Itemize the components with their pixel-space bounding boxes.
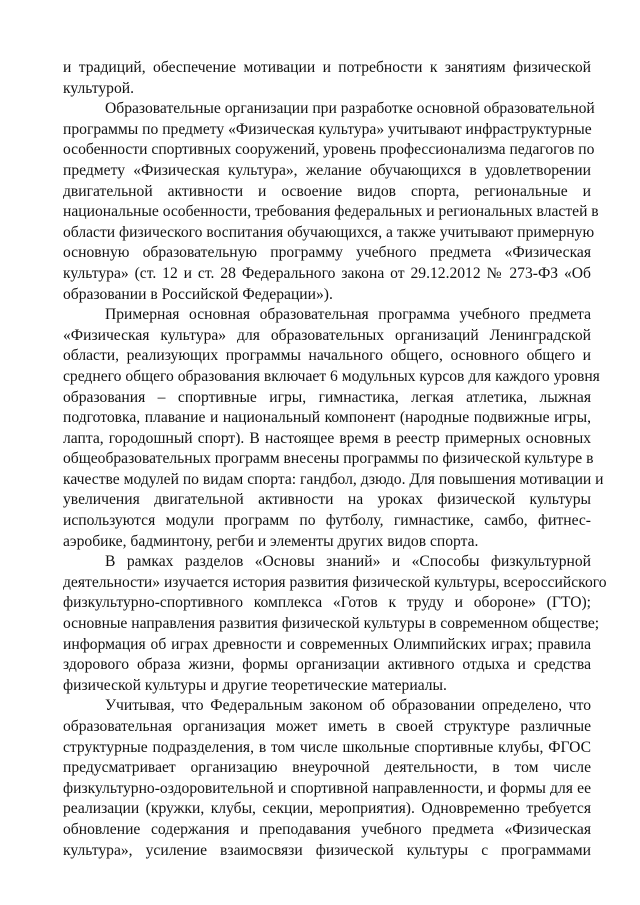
text-line: Образовательные организации при разработке основной образовательной (105, 100, 595, 118)
text-line: физкультурно-спортивного комплекса «Готов к труду и обороне» (ГТО); (63, 594, 591, 612)
text-line: национальные особенности, требования федеральных и региональных властей в (63, 203, 599, 221)
text-line: основные направления развития физической культуры в современном обществе; (63, 615, 600, 633)
text-line: Учитывая, что Федеральным законом об образовании определено, что (105, 697, 591, 715)
text-line: культура», усиление взаимосвязи физической культуры с программами (63, 841, 591, 859)
text-line: культура» (ст. 12 и ст. 28 Федерального закона от 29.12.2012 № 273-ФЗ «Об (63, 264, 591, 282)
text-line: подготовка, плавание и национальный компонент (народные подвижные игры, (63, 409, 591, 427)
text-line: увеличения двигательной активности на уроках физической культуры (63, 491, 591, 509)
text-line: обновление содержания и преподавания учебного предмета «Физическая (63, 820, 591, 838)
paragraph-3 (63, 305, 604, 552)
text-line: реализации (кружки, клубы, секции, мероприятия). Одновременно требуется (63, 800, 591, 818)
text-line: двигательной активности и освоение видов спорта, региональные и (63, 182, 591, 200)
text-line: области физического воспитания обучающихся, а также учитывают примерную (63, 223, 595, 241)
text-line: используются модули программ по футболу, гимнастике, самбо, фитнес- (63, 512, 591, 530)
text-line: лапта, городошный спорт). В настоящее время в реестр примерных основных (63, 429, 591, 447)
document-page (63, 58, 607, 861)
text-line: и традиций, обеспечение мотивации и потребности к занятиям физической (63, 59, 591, 76)
text-line: физической культуры и другие теоретические материалы. (63, 676, 447, 694)
text-line: образования – спортивные игры, гимнастика, легкая атлетика, лыжная (63, 388, 591, 406)
text-line: предмету «Физическая культура», желание обучающихся в удовлетворении (63, 161, 591, 179)
paragraph-4 (63, 552, 607, 696)
text-line: образовании в Российской Федерации»). (63, 285, 333, 303)
text-line: здорового образа жизни, формы организации активного отдыха и средства (63, 656, 591, 674)
paragraph-2 (63, 99, 599, 305)
text-line: информация об играх древности и современных Олимпийских играх; правила (63, 635, 591, 653)
text-line: предусматривает организацию внеурочной деятельности, в том числе (63, 759, 591, 777)
text-line: качестве модулей по видам спорта: гандбол, дзюдо. Для повышения мотивации и (63, 470, 604, 488)
text-line: Примерная основная образовательная программа учебного предмета (105, 306, 591, 324)
paragraph-1 (63, 58, 591, 99)
text-line: В рамках разделов «Основы знаний» и «Способы физкультурной (105, 553, 591, 571)
text-line: особенности спортивных сооружений, уровень профессионализма педагогов по (63, 141, 595, 159)
text-line: деятельности» изучается история развития физической культуры, всероссийского (63, 573, 607, 591)
text-line: аэробике, бадминтону, регби и элементы других видов спорта. (63, 532, 479, 550)
text-line: программы по предмету «Физическая культура» учитывают инфраструктурные (63, 120, 592, 138)
text-line: области, реализующих программы начального общего, основного общего и (63, 347, 591, 365)
text-line: структурные подразделения, в том числе школьные спортивные клубы, ФГОС (63, 738, 591, 756)
text-line: «Физическая культура» для образовательных организаций Ленинградской (63, 326, 591, 344)
text-line: физкультурно-оздоровительной и спортивной направленности, и формы для ее (63, 779, 591, 797)
paragraph-5 (63, 696, 591, 861)
text-line: общеобразовательных программ внесены программы по физической культуре в (63, 450, 594, 468)
text-line: основную образовательную программу учебного предмета «Физическая (63, 244, 591, 262)
text-line: культурой. (63, 79, 135, 97)
text-line: среднего общего образования включает 6 модульных курсов для каждого уровня (63, 367, 600, 385)
text-line: образовательная организация может иметь в своей структуре различные (63, 718, 591, 735)
